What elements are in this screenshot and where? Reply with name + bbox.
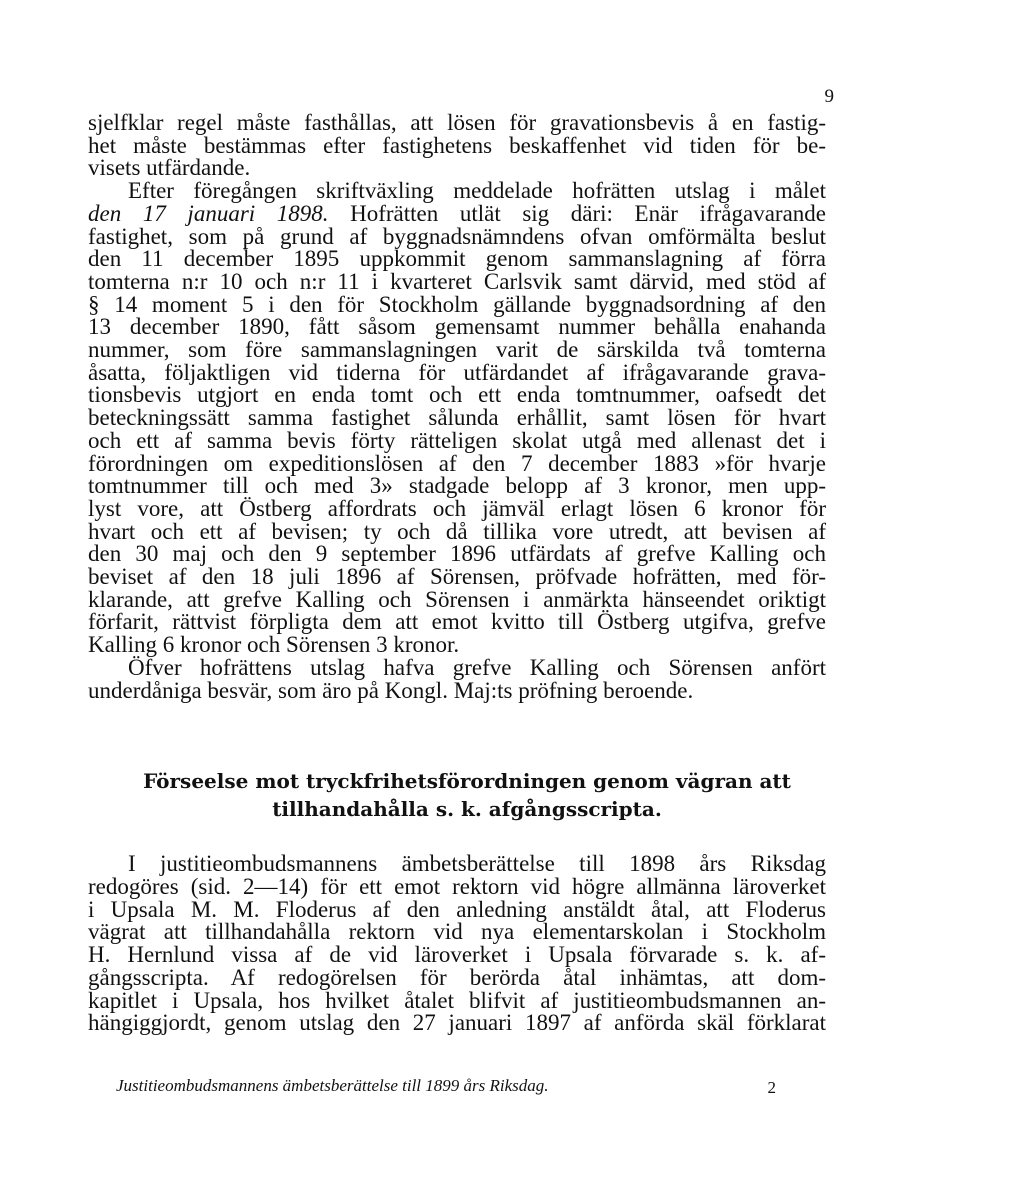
text-line: gångsscripta. Af redogörelsen för berörda åtal inhämtas, att dom- — [88, 964, 826, 990]
footer-note: Justitieombudsmannens ämbetsberättelse till 1899 års Riksdag. — [116, 1076, 549, 1095]
section-heading: tillhandahålla s. k. afgångsscripta. — [272, 797, 662, 822]
signature-number: 2 — [767, 1078, 776, 1097]
text-line: Efter föregången skriftväxling meddelade hofrätten utslag i målet — [128, 178, 826, 204]
text-line: nummer, som före sammanslagningen varit de särskilda två tomterna — [88, 337, 826, 363]
text-line: den 17 januari 1898. Hofrätten utlät sig däri: Enär ifrågavarande — [88, 200, 826, 226]
text-line: fastighet, som på grund af byggnadsnämndens ofvan omförmälta beslut — [88, 223, 826, 249]
text-line: Kalling 6 kronor och Sörensen 3 kronor. — [88, 632, 460, 658]
text-line: klarande, att grefve Kalling och Sörensen i anmärkta hänseendet oriktigt — [88, 586, 826, 612]
text-line: 13 december 1890, fått såsom gemensamt nummer behålla enahanda — [88, 314, 826, 340]
text-line: hvart och ett af bevisen; ty och då tillika vore utredt, att bevisen af — [88, 518, 826, 544]
text-line: tomterna n:r 10 och n:r 11 i kvarteret Carlsvik samt därvid, med stöd af — [88, 268, 826, 294]
body-text — [88, 112, 826, 1035]
text-line: sjelfklar regel måste fasthållas, att lösen för gravationsbevis å en fastig- — [88, 110, 826, 135]
text-line: vägrat att tillhandahålla rektorn vid nya elementarskolan i Stockholm — [88, 919, 826, 945]
text-line: lyst vore, att Östberg affordrats och jämväl erlagt lösen 6 kronor för — [88, 495, 826, 521]
text-line: H. Hernlund vissa af de vid läroverket i Upsala förvarade s. k. af- — [88, 942, 826, 968]
text-line: beviset af den 18 juli 1896 af Sörensen, pröfvade hofrätten, med för- — [88, 564, 826, 590]
text-line: beteckningssätt samma fastighet sålunda erhållit, samt lösen för hvart — [88, 405, 826, 431]
page-number: 9 — [824, 86, 834, 107]
text-line: tionsbevis utgjort en enda tomt och ett enda tomtnummer, oafsedt det — [88, 382, 826, 408]
text-line: i Upsala M. M. Floderus af den anledning anstäldt åtal, att Floderus — [88, 896, 826, 922]
text-line: visets utfärdande. — [88, 155, 251, 181]
text-line: hängiggjordt, genom utslag den 27 januari 1897 af anförda skäl förklarat — [88, 1010, 826, 1036]
text-line: § 14 moment 5 i den för Stockholm gällande byggnadsordning af den — [88, 291, 826, 317]
text-line: tomtnummer till och med 3» stadgade belopp af 3 kronor, men upp- — [88, 473, 826, 499]
section-spacer — [88, 702, 826, 767]
text-line: och ett af samma bevis förty rätteligen skolat utgå med allenast det i — [88, 427, 826, 453]
text-line: den 11 december 1895 uppkommit genom sammanslagning af förra — [88, 246, 826, 272]
section-heading: Förseelse mot tryckfrihetsförordningen genom vägran att — [143, 769, 791, 794]
italic-date: den 17 januari 1898. — [88, 200, 329, 226]
text-line: Öfver hofrättens utslag hafva grefve Kalling och Sörensen anfört — [128, 654, 826, 680]
text-line: het måste bestämmas efter fastighetens beskaffenhet vid tiden för be- — [88, 132, 826, 158]
text-line: förordningen om expeditionslösen af den 7 december 1883 »för hvarje — [88, 450, 826, 476]
text-line: den 30 maj och den 9 september 1896 utfärdats af grefve Kalling och — [88, 541, 826, 567]
text-line: åsatta, följaktligen vid tiderna för utfärdandet af ifrågavarande grava- — [88, 359, 826, 385]
text-line: underdåniga besvär, som äro på Kongl. Maj:ts pröfning beroende. — [88, 677, 694, 703]
text-line: förfarit, rättvist förpligta dem att emot kvitto till Östberg utgifva, grefve — [88, 609, 826, 635]
text-line: kapitlet i Upsala, hos hvilket åtalet blifvit af justitieombudsmannen an- — [88, 987, 826, 1013]
text-line: I justitieombudsmannens ämbetsberättelse till 1898 års Riksdag — [128, 851, 826, 877]
heading-spacer — [88, 823, 826, 853]
text-line: redogöres (sid. 2—14) för ett emot rektorn vid högre allmänna läroverket — [88, 873, 826, 899]
